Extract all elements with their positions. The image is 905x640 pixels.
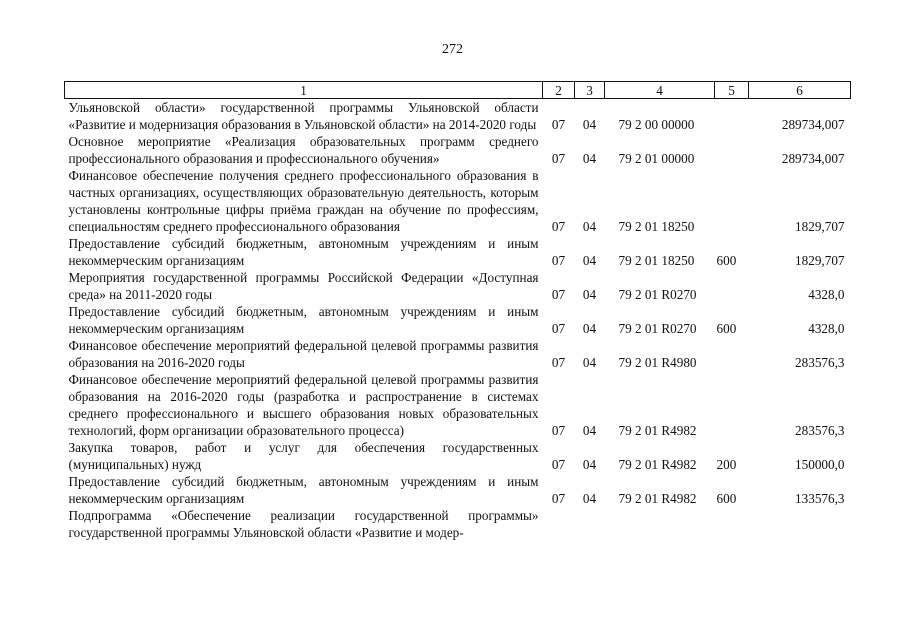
table-row (65, 235, 851, 269)
header-col-6: 6 (749, 82, 851, 99)
row-expense-type-cell (715, 167, 749, 235)
table-row (65, 473, 851, 507)
table-row (65, 371, 851, 439)
row-name-cell: Предоставление субсидий бюджетным, автономным учреждениям и иным некоммерческим организациям (68, 474, 539, 506)
row-amount-cell: 1829,707 (795, 219, 845, 234)
row-target-article-cell: 79 2 01 R4982 (618, 457, 697, 472)
row-name-cell: Финансовое обеспечение мероприятий федеральной целевой программы развития образования на 2016-2020 годы (разработка и распространение в системах среднего профессионального и высшего образования новых образовательных технологий, форм организации образовательного процесса) (68, 372, 539, 438)
row-amount-cell: 1829,707 (795, 253, 845, 268)
row-section-cell: 07 (551, 117, 566, 132)
table-row (65, 99, 851, 134)
table-row (65, 167, 851, 235)
row-expense-type-cell (715, 337, 749, 371)
header-col-3: 3 (575, 82, 605, 99)
row-target-article-cell: 79 2 00 00000 (618, 117, 695, 132)
table-row (65, 439, 851, 473)
row-section-cell: 07 (551, 253, 566, 268)
table-row (65, 337, 851, 371)
row-subsection-cell: 04 (582, 491, 597, 506)
row-name-cell: Финансовое обеспечение мероприятий федеральной целевой программы развития образования на 2016-2020 годы (68, 338, 539, 370)
row-target-article-cell: 79 2 01 R0270 (618, 321, 697, 336)
row-section-cell: 07 (551, 457, 566, 472)
row-expense-type-cell (715, 269, 749, 303)
row-expense-type-cell (715, 507, 749, 541)
table-body (65, 99, 851, 542)
row-section-cell: 07 (551, 287, 566, 302)
row-name-cell: Предоставление субсидий бюджетным, автономным учреждениям и иным некоммерческим организациям (68, 236, 539, 268)
table-row (65, 303, 851, 337)
row-section-cell: 07 (551, 219, 566, 234)
row-section-cell: 07 (551, 151, 566, 166)
row-subsection-cell: 04 (582, 321, 597, 336)
row-expense-type-cell: 200 (716, 457, 737, 472)
row-expense-type-cell (715, 133, 749, 167)
row-amount-cell: 4328,0 (808, 287, 845, 302)
row-amount-cell: 283576,3 (795, 423, 845, 438)
row-target-article-cell: 79 2 01 R4980 (618, 355, 697, 370)
row-name-cell: Подпрограмма «Обеспечение реализации государственной программы» государственной программы Ульяновской области «Развитие и модер- (68, 508, 539, 540)
header-col-1: 1 (65, 82, 543, 99)
row-subsection-cell: 04 (582, 151, 597, 166)
row-amount-cell: 283576,3 (795, 355, 845, 370)
row-target-article-cell (605, 507, 715, 541)
row-section-cell: 07 (551, 321, 566, 336)
row-expense-type-cell: 600 (716, 253, 737, 268)
row-amount-cell: 133576,3 (795, 491, 845, 506)
row-name-cell: Финансовое обеспечение получения среднего профессионального образования в частных организациях, осуществляющих образовательную деятельность, которым установлены контрольные цифры приёма граждан на обучение по профессиям, специальностям среднего профессионального образования (68, 168, 539, 234)
row-expense-type-cell (715, 371, 749, 439)
row-name-cell: Предоставление субсидий бюджетным, автономным учреждениям и иным некоммерческим организациям (68, 304, 539, 336)
row-section-cell: 07 (551, 491, 566, 506)
table-row (65, 269, 851, 303)
row-name-cell: Основное мероприятие «Реализация образовательных программ среднего профессионального образования и профессионального обучения» (68, 134, 539, 166)
row-subsection-cell: 04 (582, 287, 597, 302)
row-amount-cell (749, 507, 851, 541)
table-row (65, 507, 851, 541)
table-header (65, 82, 851, 99)
budget-table (64, 81, 851, 541)
row-target-article-cell: 79 2 01 R4982 (618, 491, 697, 506)
row-amount-cell: 289734,007 (781, 151, 845, 166)
row-expense-type-cell (715, 99, 749, 134)
row-subsection-cell: 04 (582, 355, 597, 370)
row-section-cell: 07 (551, 355, 566, 370)
row-target-article-cell: 79 2 01 18250 (618, 219, 695, 234)
header-col-4: 4 (605, 82, 715, 99)
row-expense-type-cell: 600 (716, 321, 737, 336)
row-subsection-cell: 04 (582, 219, 597, 234)
row-target-article-cell: 79 2 01 00000 (618, 151, 695, 166)
header-row (65, 82, 851, 99)
page-number: 272 (442, 42, 463, 57)
row-section-cell: 07 (551, 423, 566, 438)
row-expense-type-cell: 600 (716, 491, 737, 506)
row-target-article-cell: 79 2 01 R0270 (618, 287, 697, 302)
row-amount-cell: 4328,0 (808, 321, 845, 336)
row-subsection-cell (575, 507, 605, 541)
row-name-cell: Закупка товаров, работ и услуг для обеспечения государственных (муниципальных) нужд (68, 440, 539, 472)
row-subsection-cell: 04 (582, 117, 597, 132)
row-target-article-cell: 79 2 01 R4982 (618, 423, 697, 438)
row-amount-cell: 289734,007 (781, 117, 845, 132)
row-amount-cell: 150000,0 (795, 457, 845, 472)
table-row (65, 133, 851, 167)
row-name-cell: Мероприятия государственной программы Российской Федерации «Доступная среда» на 2011-2020 годы (68, 270, 539, 302)
row-name-cell: Ульяновской области» государственной программы Ульяновской области «Развитие и модернизация образования в Ульяновской области» на 2014-2020 годы (68, 100, 539, 132)
row-subsection-cell: 04 (582, 423, 597, 438)
row-target-article-cell: 79 2 01 18250 (618, 253, 695, 268)
header-col-2: 2 (543, 82, 575, 99)
row-subsection-cell: 04 (582, 457, 597, 472)
row-subsection-cell: 04 (582, 253, 597, 268)
row-section-cell (543, 507, 575, 541)
header-col-5: 5 (715, 82, 749, 99)
